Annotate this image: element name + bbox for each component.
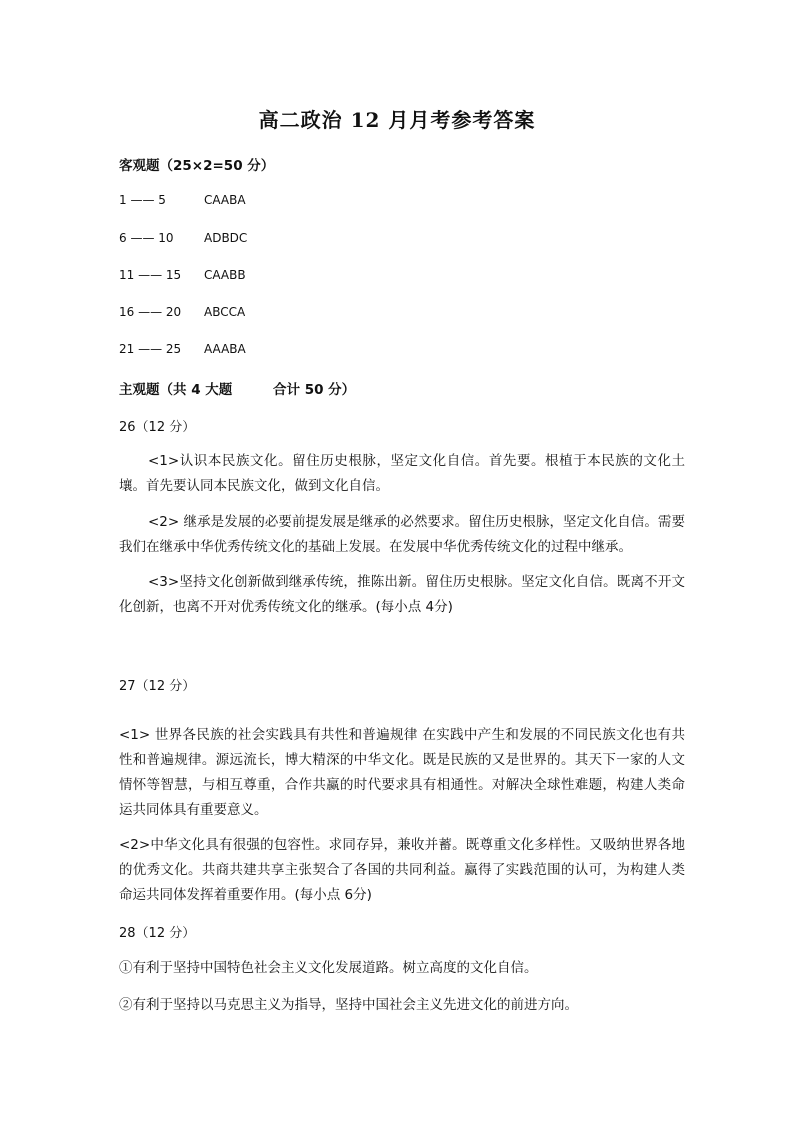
answer-letters: ADBDC bbox=[204, 231, 248, 245]
answer-letters: CAABA bbox=[204, 193, 246, 207]
q26-point-2: <2> 继承是发展的必要前提发展是继承的必然要求。留住历史根脉，坚定文化自信。需要我们在继承中华优秀传统文化的基础上发展。在发展中华优秀传统文化的过程中继承。 bbox=[119, 514, 685, 555]
q27-point-1: <1> 世界各民族的社会实践具有共性和普遍规律 在实践中产生和发展的不同民族文化也有共性和普遍规律。源远流长，博大精深的中华文化。既是民族的又是世界的。其天下一家的人文情怀等智慧，与相互尊重，合作共赢的时代要求具有相通性。对解决全球性难题，构建人类命运共同体具有重要意义。 bbox=[119, 727, 685, 818]
answer-range: 6 —— 10 bbox=[119, 231, 174, 245]
objective-heading: 客观题（25×2=50 分） bbox=[119, 158, 275, 174]
answer-range: 1 —— 5 bbox=[119, 193, 166, 207]
q28-point-1: ①有利于坚持中国特色社会主义文化发展道路。树立高度的文化自信。 bbox=[119, 960, 538, 976]
subjective-heading-total: 合计 50 分） bbox=[273, 382, 356, 398]
answer-range: 11 —— 15 bbox=[119, 268, 182, 282]
question-26-label: 26（12 分） bbox=[119, 420, 196, 435]
q26-point-3: <3>坚持文化创新做到继承传统，推陈出新。留住历史根脉。坚定文化自信。既离不开文化创新，也离不开对优秀传统文化的继承。(每小点 4分) bbox=[119, 574, 685, 615]
q28-point-2: ②有利于坚持以马克思主义为指导，坚持中国社会主义先进文化的前进方向。 bbox=[119, 997, 578, 1013]
question-28-label: 28（12 分） bbox=[119, 926, 196, 941]
q26-point-1: <1>认识本民族文化。留住历史根脉，坚定文化自信。首先要。根植于本民族的文化土壤。首先要认同本民族文化，做到文化自信。 bbox=[119, 453, 685, 494]
page-title: 高二政治 12 月月考参考答案 bbox=[258, 108, 536, 132]
answer-range: 16 —— 20 bbox=[119, 305, 182, 319]
q27-point-2: <2>中华文化具有很强的包容性。求同存异，兼收并蓄。既尊重文化多样性。又吸纳世界各地的优秀文化。共商共建共享主张契合了各国的共同利益。赢得了实践范围的认可，为构建人类命运共同体发挥着重要作用。(每小点 6分) bbox=[119, 837, 685, 903]
answer-letters: CAABB bbox=[204, 268, 246, 282]
subjective-heading: 主观题（共 4 大题 bbox=[119, 382, 233, 398]
question-27-label: 27（12 分） bbox=[119, 679, 196, 694]
answer-letters: AAABA bbox=[204, 342, 246, 356]
answer-letters: ABCCA bbox=[204, 305, 246, 319]
answer-range: 21 —— 25 bbox=[119, 342, 182, 356]
